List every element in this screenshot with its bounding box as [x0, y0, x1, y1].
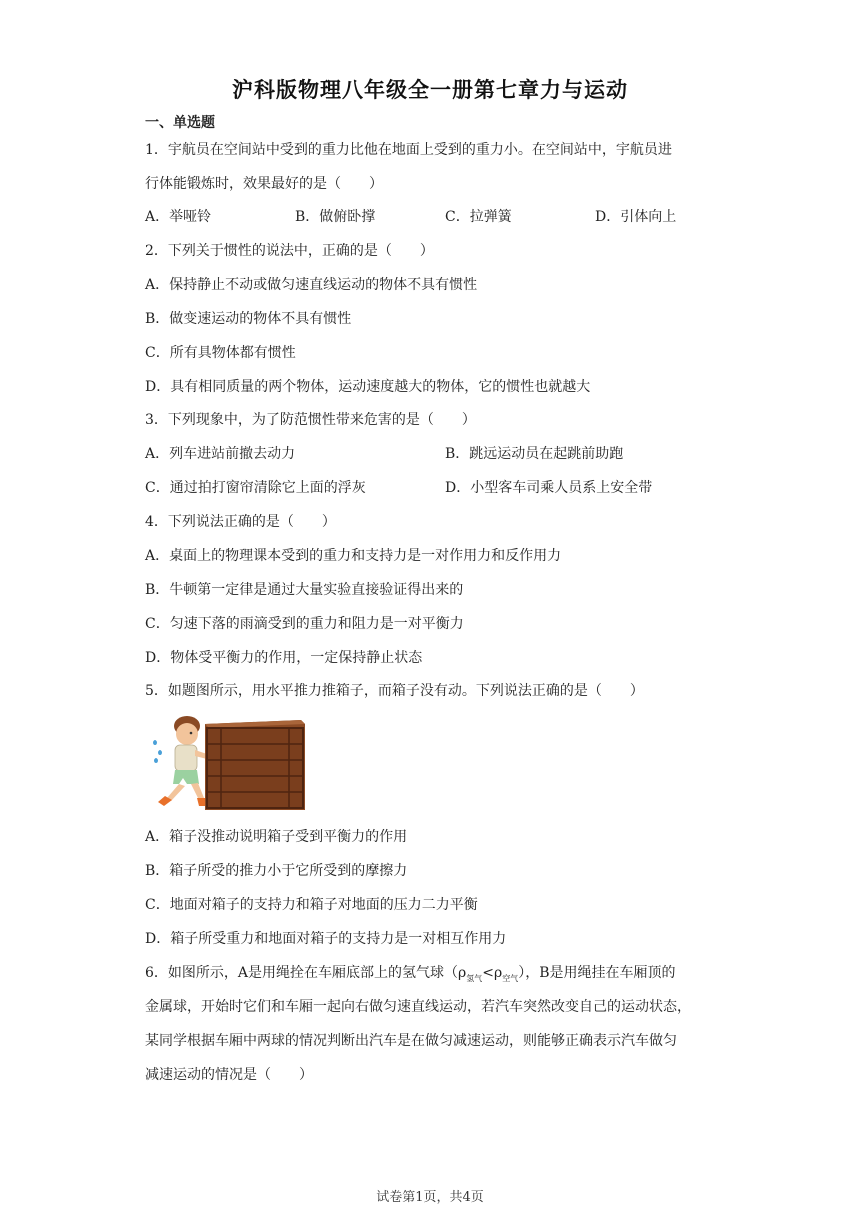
q6-sub-hydrogen: 氢气 — [466, 973, 483, 983]
section-heading: 一、单选题 — [145, 115, 215, 131]
q6-text-a: 6．如图所示，A是用绳拴在车厢底部上的氢气球（ρ — [145, 965, 467, 981]
q1-option-c: C．拉弹簧 — [445, 209, 512, 225]
q6-text-b: <ρ — [482, 965, 503, 981]
q2-stem: 2．下列关于惯性的说法中，正确的是（ ） — [145, 243, 434, 259]
q5-option-d: D．箱子所受重力和地面对箱子的支持力是一对相互作用力 — [145, 931, 507, 947]
q3-option-b: B．跳远运动员在起跳前助跑 — [445, 446, 624, 462]
page-footer: 试卷第1页，共4页 — [376, 1190, 484, 1205]
q1-option-b: B．做俯卧撑 — [295, 209, 376, 225]
q3-option-c: C．通过拍打窗帘清除它上面的浮灰 — [145, 480, 366, 496]
wooden-crate-icon — [205, 720, 305, 810]
q5-option-b: B．箱子所受的推力小于它所受到的摩擦力 — [145, 863, 408, 879]
q3-option-a: A．列车进站前撤去动力 — [145, 446, 296, 462]
q4-option-b: B．牛顿第一定律是通过大量实验直接验证得出来的 — [145, 582, 464, 598]
q6-stem-line-1 — [145, 963, 676, 989]
q5-stem: 5．如题图所示，用水平推力推箱子，而箱子没有动。下列说法正确的是（ ） — [145, 683, 644, 699]
q4-option-d: D．物体受平衡力的作用，一定保持静止状态 — [145, 650, 423, 666]
q5-option-c: C．地面对箱子的支持力和箱子对地面的压力二力平衡 — [145, 897, 478, 913]
q2-option-c: C．所有具物体都有惯性 — [145, 345, 296, 361]
q6-stem-line-4: 减速运动的情况是（ ） — [145, 1067, 313, 1083]
page-title: 沪科版物理八年级全一册第七章力与运动 — [232, 78, 628, 102]
q1-option-d: D．引体向上 — [595, 209, 677, 225]
q6-stem-line-3: 某同学根据车厢中两球的情况判断出汽车是在做匀减速运动，则能够正确表示汽车做匀 — [145, 1033, 677, 1049]
q4-stem: 4．下列说法正确的是（ ） — [145, 514, 336, 530]
boy-pushing-box-figure — [145, 712, 307, 812]
q4-option-a: A．桌面上的物理课本受到的重力和支持力是一对作用力和反作用力 — [145, 548, 562, 564]
q4-option-c: C．匀速下落的雨滴受到的重力和阻力是一对平衡力 — [145, 616, 464, 632]
q1-stem-line-2: 行体能锻炼时，效果最好的是（ ） — [145, 176, 383, 192]
q1-option-a: A．举哑铃 — [145, 209, 212, 225]
boy-icon — [158, 716, 208, 806]
q6-text-c: ），B是用绳挂在车厢顶的 — [518, 965, 676, 981]
q6-stem-line-2: 金属球，开始时它们和车厢一起向右做匀速直线运动，若汽车突然改变自己的运动状态， — [145, 999, 691, 1015]
q3-option-d: D．小型客车司乘人员系上安全带 — [445, 480, 653, 496]
q6-sub-air: 空气 — [502, 973, 519, 983]
q2-option-b: B．做变速运动的物体不具有惯性 — [145, 311, 352, 327]
q1-stem-line-1: 1．宇航员在空间站中受到的重力比他在地面上受到的重力小。在空间站中，宇航员进 — [145, 142, 672, 158]
q5-option-a: A．箱子没推动说明箱子受到平衡力的作用 — [145, 829, 408, 845]
q2-option-a: A．保持静止不动或做匀速直线运动的物体不具有惯性 — [145, 277, 478, 293]
q2-option-d: D．具有相同质量的两个物体，运动速度越大的物体，它的惯性也就越大 — [145, 379, 591, 395]
sweat-drops-icon — [153, 740, 162, 763]
q3-stem: 3．下列现象中，为了防范惯性带来危害的是（ ） — [145, 412, 476, 428]
